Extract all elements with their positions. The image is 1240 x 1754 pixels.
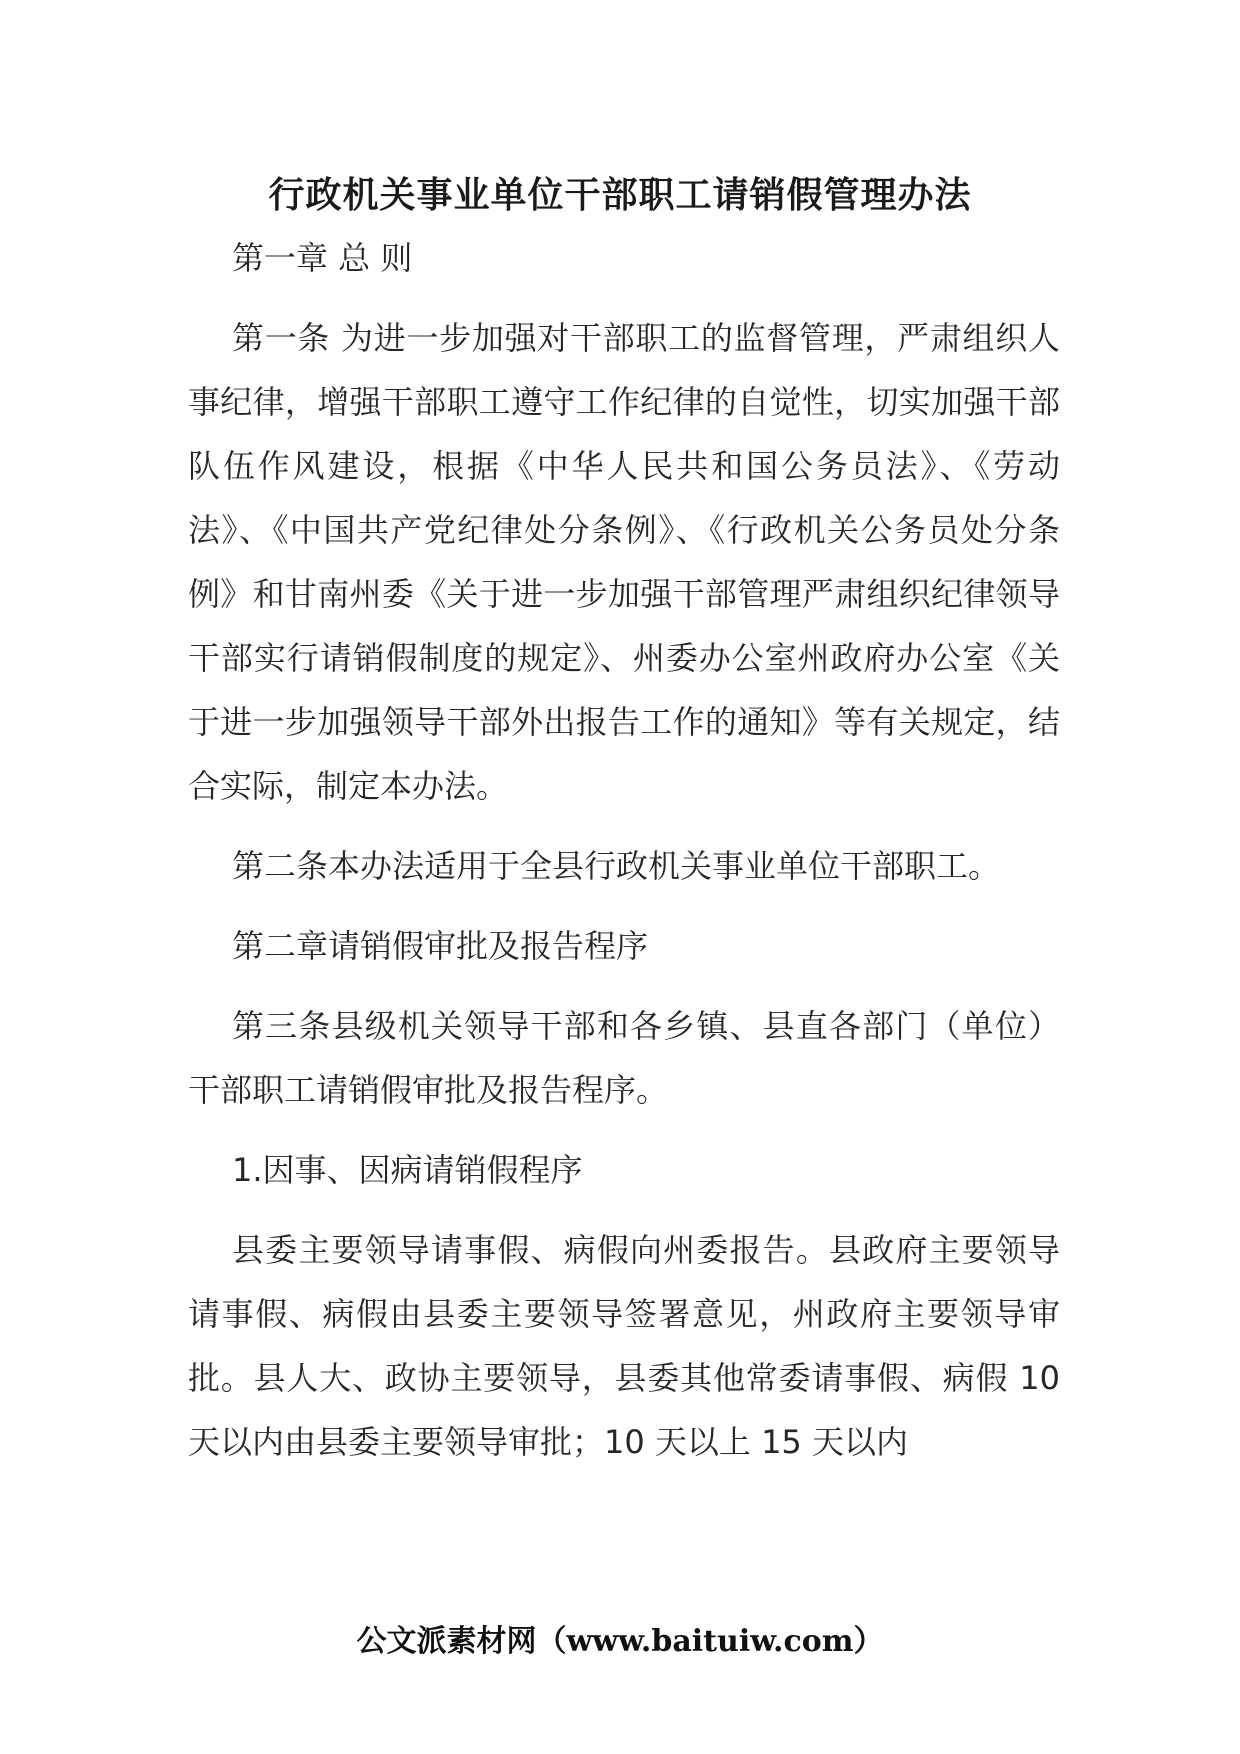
- paragraph-1: 县委主要领导请事假、病假向州委报告。县政府主要领导请事假、病假由县委主要领导签署意见，州政府主要领导审批。县人大、政协主要领导，县委其他常委请事假、病假 10 天以内由县委主要领导审批；10 天以上 15 天以内: [188, 1231, 1060, 1461]
- article-3: 第三条县级机关领导干部和各乡镇、县直各部门（单位）干部职工请销假审批及报告程序。: [188, 1007, 1060, 1109]
- footer-source: 公文派素材网（www.baituiw.com）: [356, 1624, 884, 1659]
- item-heading-1: 1.因事、因病请销假程序: [232, 1151, 583, 1189]
- article-2: 第二条本办法适用于全县行政机关事业单位干部职工。: [232, 847, 1001, 885]
- document-body: [188, 226, 1060, 1474]
- article-1: 第一条 为进一步加强对干部职工的监督管理，严肃组织人事纪律，增强干部职工遵守工作纪律的自觉性，切实加强干部队伍作风建设，根据《中华人民共和国公务员法》、《劳动法》、《中国共产党纪律处分条例》、《行政机关公务员处分条例》和甘南州委《关于进一步加强干部管理严肃组织纪律领导干部实行请销假制度的规定》、州委办公室州政府办公室《关于进一步加强领导干部外出报告工作的通知》等有关规定，结合实际，制定本办法。: [188, 319, 1060, 805]
- chapter-heading-2: 第二章请销假审批及报告程序: [232, 927, 649, 965]
- document-title: 行政机关事业单位干部职工请销假管理办法: [268, 175, 972, 216]
- chapter-heading-1: 第一章 总 则: [232, 239, 413, 277]
